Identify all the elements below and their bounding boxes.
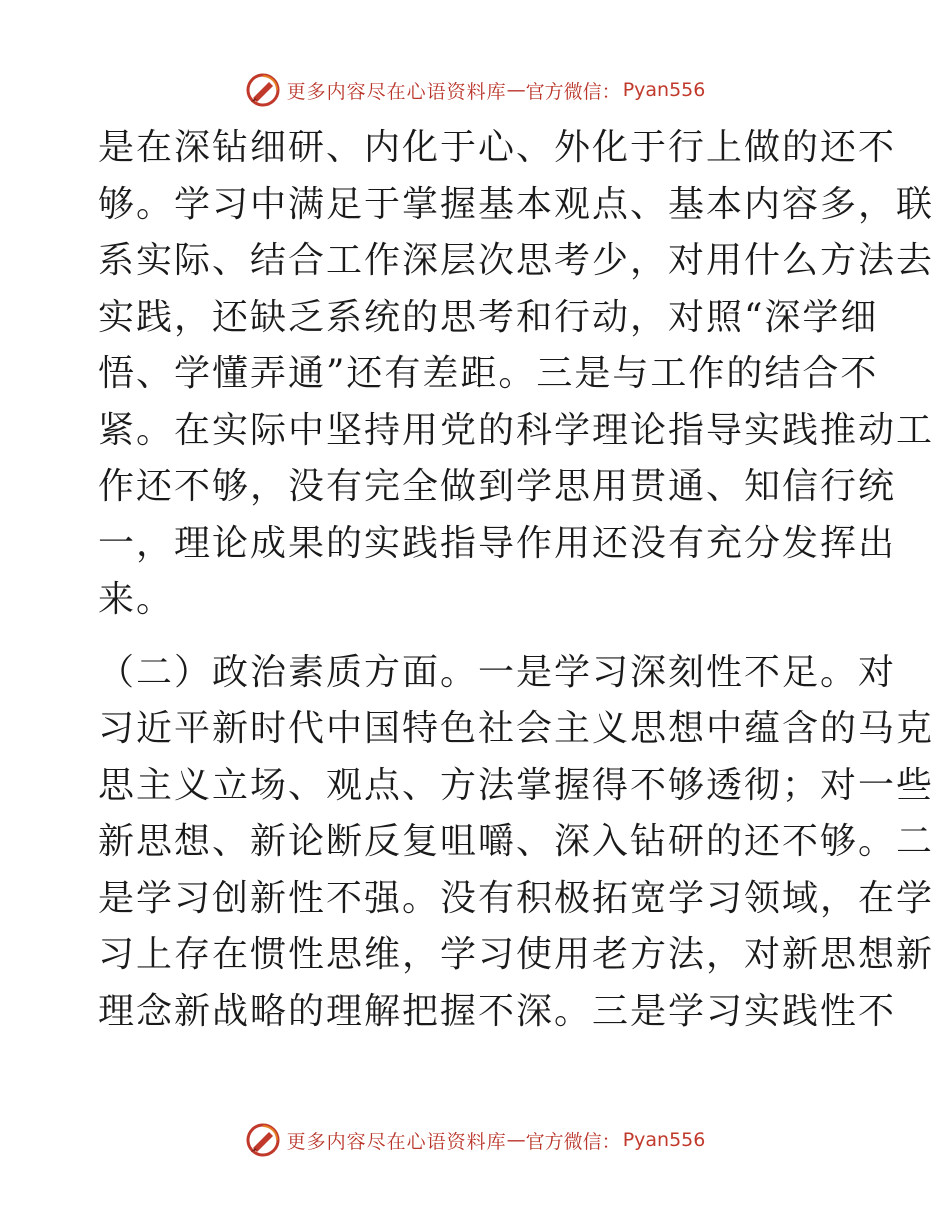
watermark-dash: — [506, 1129, 526, 1151]
text-line: 理念新战略的理解把握不深。三是学习实践性不 [98, 990, 897, 1032]
header-watermark [0, 70, 950, 110]
paragraph-1 [98, 120, 935, 629]
text-line: 悟、学懂弄通”还有差距。三是与工作的结合不 [98, 353, 879, 394]
watermark-handle: Pyan556 [622, 1129, 706, 1151]
text-line: 够。学习中满足于掌握基本观点、基本内容多，联 [98, 183, 935, 225]
watermark-brand: 更多内容尽在心语资料库 [286, 1130, 507, 1153]
text-line: 新思想、新论断反复咀嚼、深入钻研的还不够。二 [98, 821, 935, 862]
text-line: 作还不够，没有完全做到学思用贯通、知信行统 [98, 466, 897, 507]
text-line: 习上存在惯性思维，学习使用老方法，对新思想新 [98, 934, 935, 975]
text-line: （二）政治素质方面。一是学习深刻性不足。对 [98, 651, 897, 693]
text-line: 习近平新时代中国特色社会主义思想中蕴含的马克 [98, 708, 935, 749]
paragraph-2 [98, 645, 935, 1041]
watermark-handle: Pyan556 [622, 79, 706, 101]
watermark-brand: 更多内容尽在心语资料库 [286, 80, 507, 103]
text-line: 一，理论成果的实践指导作用还没有充分发挥出 [98, 522, 897, 564]
watermark-wechat-label: 官方微信： [525, 80, 621, 103]
text-line: 思主义立场、观点、方法掌握得不够透彻；对一些 [98, 764, 935, 806]
text-line: 是在深钻细研、内化于心、外化于行上做的还不 [98, 127, 897, 168]
paragraph-gap [98, 629, 850, 645]
watermark-wechat-label: 官方微信： [525, 1130, 621, 1153]
text-line: 系实际、结合工作深层次思考少，对用什么方法去 [98, 240, 935, 281]
text-line: 是学习创新性不强。没有积极拓宽学习领域，在学 [98, 877, 935, 919]
watermark-dash: — [506, 79, 526, 101]
document-body [98, 120, 935, 1040]
text-line: 紧。在实际中坚持用党的科学理论指导实践推动工 [98, 409, 935, 451]
text-line: 实践，还缺乏系统的思考和行动，对照“深学细 [98, 296, 879, 338]
footer-watermark [0, 1120, 950, 1160]
pen-logo-icon [245, 72, 281, 108]
pen-logo-icon [245, 1122, 281, 1158]
text-line: 来。 [98, 579, 175, 620]
